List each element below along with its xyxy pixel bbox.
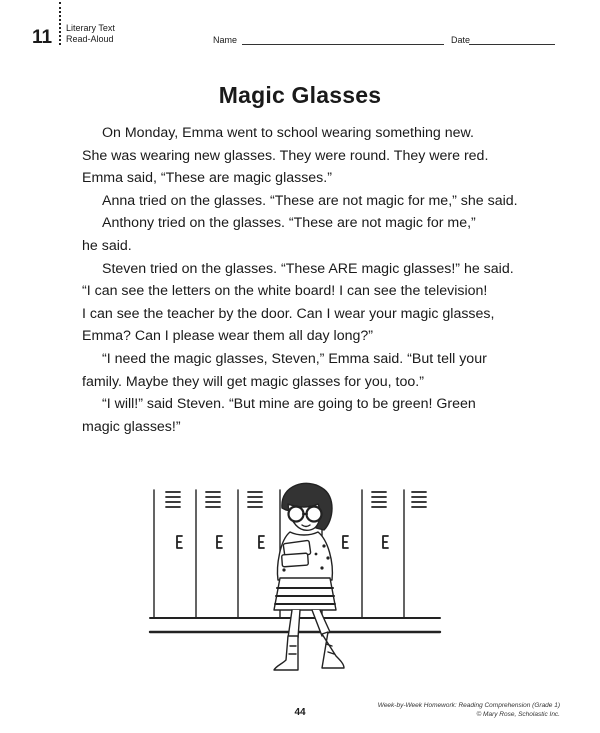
date-label: Date xyxy=(451,35,471,45)
credit-line xyxy=(378,702,560,719)
girl-with-glasses-at-lockers-illustration xyxy=(140,470,470,690)
story-text xyxy=(82,122,542,438)
credit-line-2: © Mary Rose, Scholastic Inc. xyxy=(476,710,560,718)
story-line: “I will!” said Steven. “But mine are going to be green! Green xyxy=(102,396,476,413)
story-line: She was wearing new glasses. They were round. They were red. xyxy=(82,147,489,164)
story-line: he said. xyxy=(82,237,132,254)
story-line: Anna tried on the glasses. “These are not magic for me,” she said. xyxy=(102,192,518,209)
story-line: Emma said, “These are magic glasses.” xyxy=(82,170,332,187)
date-field[interactable] xyxy=(469,44,555,45)
girl-icon xyxy=(274,483,344,670)
lesson-type xyxy=(66,23,115,45)
page-number: 44 xyxy=(294,707,306,718)
lesson-type-line2: Read-Aloud xyxy=(66,34,114,44)
story-line: Anthony tried on the glasses. “These are not magic for me,” xyxy=(102,215,476,232)
story-line: “I need the magic glasses, Steven,” Emma said. “But tell your xyxy=(102,350,487,367)
dotted-divider xyxy=(59,2,61,45)
name-label: Name xyxy=(213,35,238,45)
story-line: On Monday, Emma went to school wearing something new. xyxy=(102,125,474,141)
story-line: Emma? Can I please wear them all day long?” xyxy=(82,328,373,345)
story-title: Magic Glasses xyxy=(218,82,382,108)
story-line: Steven tried on the glasses. “These ARE magic glasses!” he said. xyxy=(102,260,514,277)
worksheet-header xyxy=(0,0,600,50)
story-line: “I can see the letters on the white board! I can see the television! xyxy=(82,283,488,300)
story-line: magic glasses!” xyxy=(82,418,181,435)
story-line: family. Maybe they will get magic glasses for you, too.” xyxy=(82,373,424,390)
credit-line-1: Week-by-Week Homework: Reading Comprehension (Grade 1) xyxy=(377,702,560,709)
lesson-number: 11 xyxy=(32,27,53,48)
name-field[interactable] xyxy=(242,44,444,45)
story-line: I can see the teacher by the door. Can I wear your magic glasses, xyxy=(82,305,495,322)
lesson-type-line1: Literary Text xyxy=(66,23,115,33)
